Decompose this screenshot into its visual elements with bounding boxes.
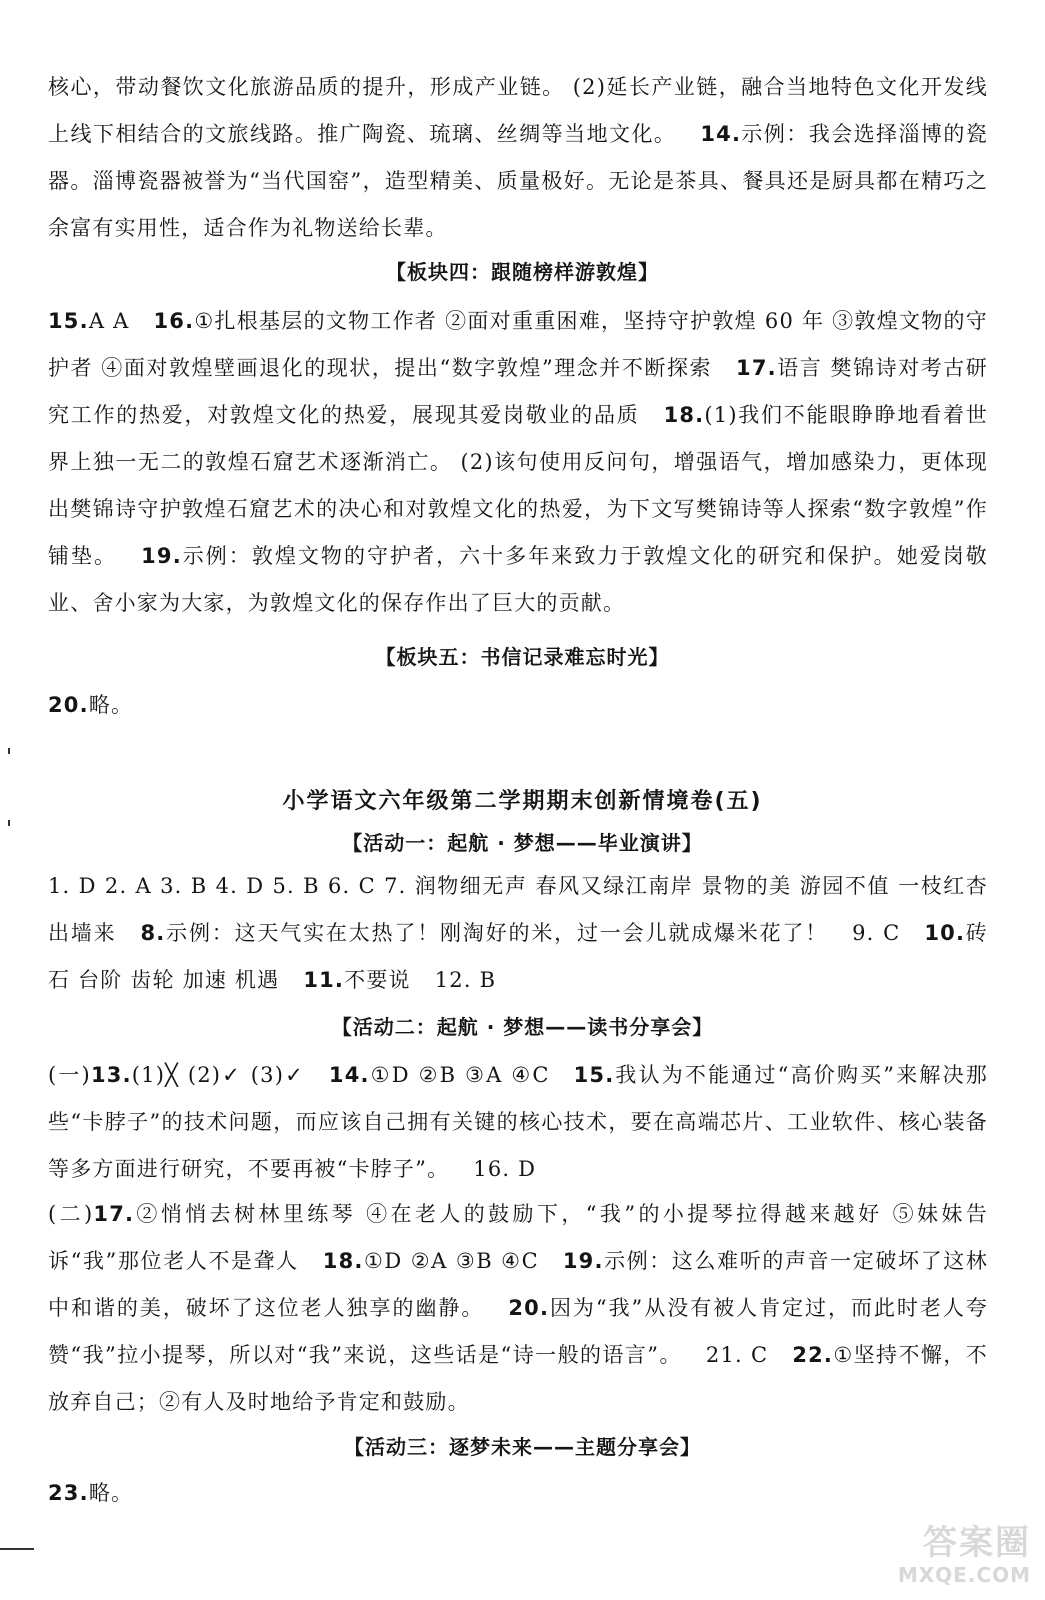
activity-heading-2: 【活动二：起航 · 梦想——读书分享会】 (331, 1015, 714, 1039)
margin-tick-mark (8, 748, 10, 754)
exam-title: 小学语文六年级第二学期期末创新情境卷(五) (282, 789, 763, 814)
q10-answer: 砖石 台阶 齿轮 加速 机遇 (48, 921, 988, 992)
q17-answer: 语言 樊锦诗对考古研究工作的热爱，对敦煌文化的热爱，展现其爱岗敬业的品质 (48, 356, 988, 427)
activity-2-part-2 (48, 1191, 988, 1426)
q15b-answer: 我认为不能通过“高价购买”来解决那些“卡脖子”的技术问题，而应该自己拥有关键的核心技术，要在高端芯片、工业软件、核心装备等多方面进行研究，不要再被“卡脖子”。 (48, 1063, 988, 1181)
q23-number: 23. (48, 1481, 89, 1505)
part-one-label: (一) (48, 1063, 91, 1087)
activity-2-part-1 (48, 1052, 988, 1193)
q13-number: 13. (90, 1063, 132, 1087)
q8-number: 8. (140, 921, 166, 945)
q20b-answer: 因为“我”从没有被人肯定过，而此时老人夸赞“我”拉小提琴，所以对“我”来说，这些话是“诗一般的语言”。 (48, 1296, 988, 1367)
q10-number: 10. (924, 921, 966, 945)
activity-heading-1: 【活动一：起航 · 梦想——毕业演讲】 (342, 831, 703, 855)
section-heading-5: 【板块五：书信记录难忘时光】 (375, 645, 670, 669)
q12-answer: 12. B (434, 968, 497, 992)
q14b-answer: ①D ②B ③A ④C (369, 1063, 550, 1087)
q15-number: 15. (48, 309, 89, 333)
q9-answer: 9. C (852, 921, 901, 945)
watermark-title: 答案圈 (923, 1523, 1031, 1563)
paragraph-continuation (48, 64, 988, 252)
margin-tick-mark (8, 820, 10, 826)
watermark-logo (851, 1524, 1031, 1594)
q19b-answer: 示例：这么难听的声音一定破坏了这林中和谐的美，破坏了这位老人独享的幽静。 (48, 1249, 988, 1320)
q22-answer: ①坚持不懈，不放弃自己；②有人及时地给予肯定和鼓励。 (48, 1343, 989, 1414)
q14-answer: 示例：我会选择淄博的瓷器。淄博瓷器被誉为“当代国窑”，造型精美、质量极好。无论是茶具、餐具还是厨具都在精巧之余富有实用性，适合作为礼物送给长辈。 (48, 122, 988, 240)
activity-1-answers (48, 863, 988, 1004)
q19b-number: 19. (562, 1249, 604, 1273)
q20-answer: 略。 (88, 693, 134, 717)
continuation-text: 核心，带动餐饮文化旅游品质的提升，形成产业链。 (2)延长产业链，融合当地特色文化开发线上线下相结合的文旅线路。推广陶瓷、琉璃、丝绸等当地文化。 (48, 75, 988, 146)
q17-number: 17. (736, 356, 777, 380)
margin-line (0, 1548, 34, 1550)
q16b-answer: 16. D (473, 1157, 537, 1181)
q21-answer: 21. C (705, 1343, 769, 1367)
q15b-number: 15. (573, 1063, 615, 1087)
activity-3-answers (48, 1470, 988, 1517)
q15-answer: A A (88, 309, 130, 333)
q18b-number: 18. (322, 1249, 364, 1273)
q14-number: 14. (700, 122, 742, 146)
q14b-number: 14. (328, 1063, 370, 1087)
q11-answer: 不要说 (344, 968, 411, 992)
q17b-number: 17. (93, 1202, 135, 1226)
q8-answer: 示例：这天气实在太热了！刚淘好的米，过一会儿就成爆米花了！ (165, 921, 829, 945)
q18-number: 18. (663, 403, 705, 427)
q16-number: 16. (153, 309, 195, 333)
q11-number: 11. (303, 968, 345, 992)
activity-heading-3: 【活动三：逐梦未来——主题分享会】 (344, 1435, 701, 1459)
q17b-answer: ②悄悄去树林里练琴 ④在老人的鼓励下，“我”的小提琴拉得越来越好 ⑤妹妹告诉“我”那位老人不是聋人 (48, 1202, 988, 1273)
section-4-answers (48, 298, 988, 627)
q20b-number: 20. (508, 1296, 550, 1320)
q1-7-answers: 1. D 2. A 3. B 4. D 5. B 6. C 7. 润物细无声 春风又绿江南岸 景物的美 游园不值 一枝红杏出墙来 (48, 874, 988, 945)
q23-answer: 略。 (88, 1481, 134, 1505)
q19-answer: 示例：敦煌文物的守护者，六十多年来致力于敦煌文化的研究和保护。她爱岗敬业、舍小家为大家，为敦煌文化的保存作出了巨大的贡献。 (48, 544, 988, 615)
q16-answer: ①扎根基层的文物工作者 ②面对重重困难，坚持守护敦煌 60 年 ③敦煌文物的守护者 ④面对敦煌壁画退化的现状，提出“数字敦煌”理念并不断探索 (48, 309, 989, 380)
q20-number: 20. (48, 693, 89, 717)
section-heading-4: 【板块四：跟随榜样游敦煌】 (386, 260, 659, 284)
q13-answer: (1)╳ (2)✓ (3)✓ (131, 1063, 305, 1087)
q22-number: 22. (792, 1343, 834, 1367)
part-two-label: (二) (48, 1202, 94, 1226)
q18-answer: (1)我们不能眼睁睁地看着世界上独一无二的敦煌石窟艺术逐渐消亡。 (2)该句使用反问句，增强语气，增加感染力，更体现出樊锦诗守护敦煌石窟艺术的决心和对敦煌文化的热爱，为下文写樊锦诗等人探索“数字敦煌”作铺垫。 (48, 403, 988, 568)
watermark-url: MXQE.COM (897, 1563, 1031, 1587)
q19-number: 19. (141, 544, 182, 568)
section-5-answers (48, 682, 988, 729)
q18b-answer: ①D ②A ③B ④C (363, 1249, 539, 1273)
